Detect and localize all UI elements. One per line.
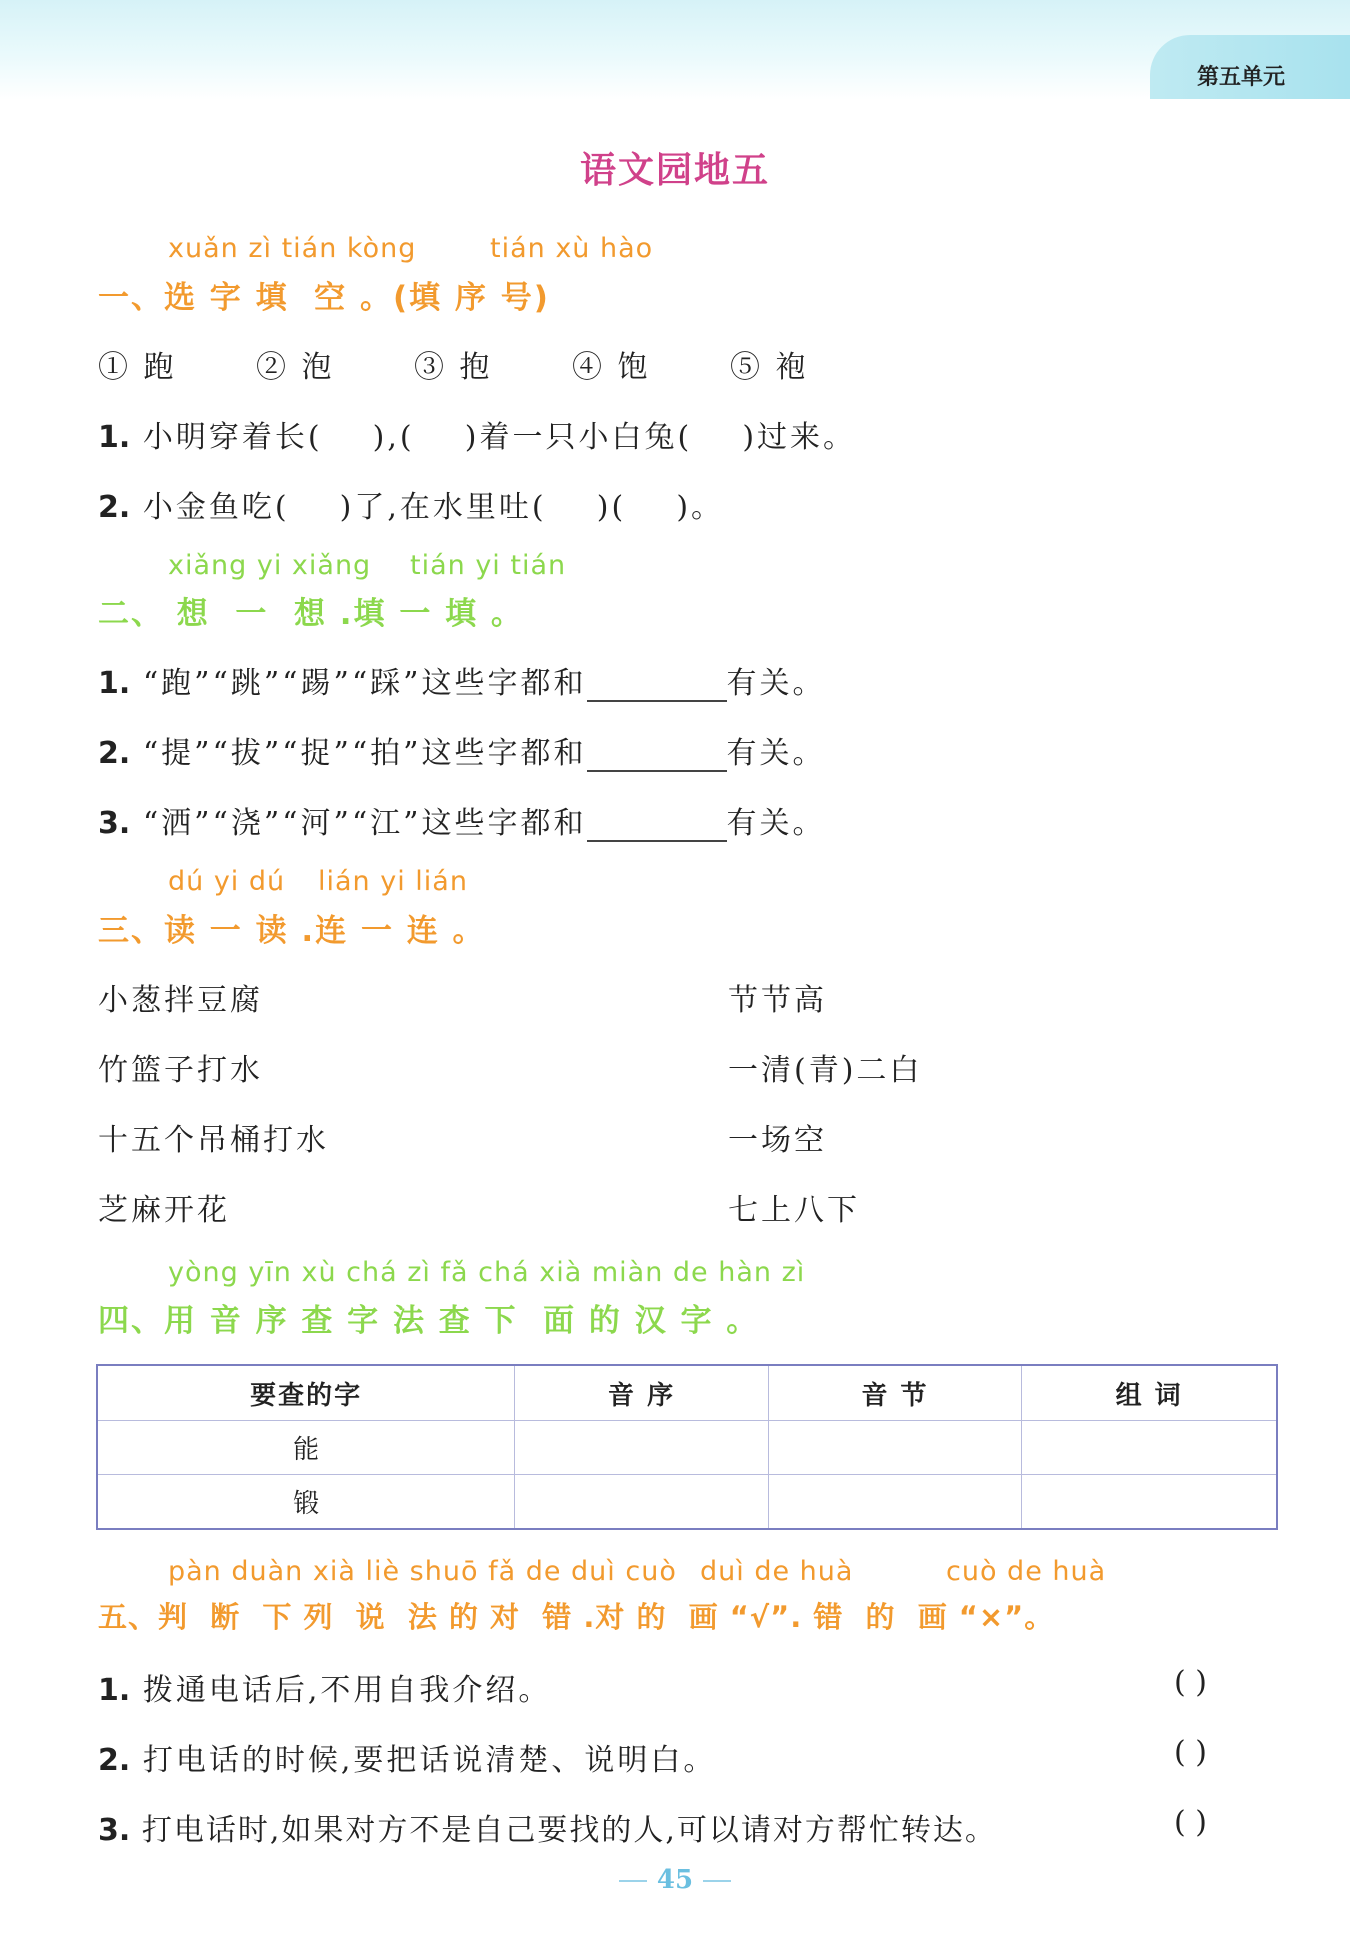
table-header-row <box>97 1365 1277 1421</box>
answer-paren[interactable]: ( ) <box>1174 1805 1207 1840</box>
section1-heading: 一、选 字 填 空 。(填 序 号) <box>98 280 550 316</box>
section5-pinyin-b: duì de huà <box>700 1556 854 1587</box>
option-4: ④ 饱 <box>572 350 651 385</box>
table-cell-answer[interactable] <box>515 1421 768 1475</box>
table-cell-answer[interactable] <box>1022 1421 1277 1475</box>
page-number: 45 <box>656 1865 694 1895</box>
option-1: ① 跑 <box>98 350 177 385</box>
top-banner <box>0 0 1350 100</box>
s5-item-3: 3. 打电话时,如果对方不是自己要找的人,可以请对方帮忙转达。 <box>98 1813 997 1848</box>
section3-pinyin-a: dú yi dú <box>168 866 286 897</box>
section4-heading: 四、用 音 序 查 字 法 查 下 面 的 汉 字 。 <box>98 1303 760 1339</box>
match-right-2[interactable]: 一清(青)二白 <box>728 1053 923 1088</box>
page-title: 语文园地五 <box>579 150 770 191</box>
table-cell-answer[interactable] <box>515 1475 768 1530</box>
section5-heading: 五、判 断 下 列 说 法 的 对 错 .对 的 画 “√”. 错 的 画 “×”。 <box>98 1600 1055 1634</box>
table-cell-answer[interactable] <box>1022 1475 1277 1530</box>
section2-pinyin-b: tián yi tián <box>410 550 567 581</box>
col-header: 音 节 <box>768 1365 1021 1421</box>
s5-item-1: 1. 拨通电话后,不用自我介绍。 <box>98 1673 552 1708</box>
lookup-table <box>96 1364 1278 1530</box>
section2-heading: 二、 想 一 想 .填 一 填 。 <box>98 596 524 632</box>
s2-item-1: 1. “跑”“跳”“踢”“踩”这些字都和 有关。 <box>98 666 826 701</box>
answer-paren[interactable]: ( ) <box>1174 1735 1207 1770</box>
answer-blank[interactable] <box>587 670 727 702</box>
s1-item-2: 2. 小金鱼吃( )了,在水里吐( )( )。 <box>98 490 725 525</box>
match-right-4[interactable]: 七上八下 <box>728 1193 860 1228</box>
option-2: ② 泡 <box>256 350 335 385</box>
col-header: 组 词 <box>1022 1365 1277 1421</box>
option-3: ③ 抱 <box>414 350 493 385</box>
s5-item-2: 2. 打电话的时候,要把话说清楚、说明白。 <box>98 1743 717 1778</box>
table-cell-char: 能 <box>97 1421 515 1475</box>
answer-blank[interactable] <box>587 740 727 772</box>
match-left-2[interactable]: 竹篮子打水 <box>98 1053 263 1088</box>
unit-label: 第五单元 <box>1196 65 1285 90</box>
section1-pinyin-b: tián xù hào <box>490 233 654 264</box>
section3-pinyin-b: lián yi lián <box>318 866 468 897</box>
answer-paren[interactable]: ( ) <box>1174 1665 1207 1700</box>
table-cell-answer[interactable] <box>768 1421 1021 1475</box>
table-cell-answer[interactable] <box>768 1475 1021 1530</box>
match-right-1[interactable]: 节节高 <box>728 983 827 1018</box>
match-left-1[interactable]: 小葱拌豆腐 <box>98 983 263 1018</box>
s2-item-2: 2. “提”“拔”“捉”“拍”这些字都和 有关。 <box>98 736 826 771</box>
section4-pinyin: yòng yīn xù chá zì fǎ chá xià miàn de hàn zì <box>168 1257 806 1288</box>
section5-pinyin-c: cuò de huà <box>946 1556 1107 1587</box>
answer-blank[interactable] <box>587 810 727 842</box>
s2-item-3: 3. “洒”“浇”“河”“江”这些字都和 有关。 <box>98 806 826 841</box>
section2-pinyin-a: xiǎng yi xiǎng <box>168 550 372 581</box>
table-row <box>97 1475 1277 1530</box>
page-footer <box>0 1865 1350 1895</box>
match-left-4[interactable]: 芝麻开花 <box>98 1193 230 1228</box>
table-row <box>97 1421 1277 1475</box>
s1-item-1: 1. 小明穿着长( ),( )着一只小白兔( )过来。 <box>98 420 857 455</box>
section5-pinyin-a: pàn duàn xià liè shuō fǎ de duì cuò <box>168 1556 677 1587</box>
section3-heading: 三、读 一 读 .连 一 连 。 <box>98 913 486 949</box>
match-right-3[interactable]: 一场空 <box>728 1123 827 1158</box>
match-left-3[interactable]: 十五个吊桶打水 <box>98 1123 329 1158</box>
col-header: 要查的字 <box>97 1365 515 1421</box>
table-cell-char: 锻 <box>97 1475 515 1530</box>
col-header: 音 序 <box>515 1365 768 1421</box>
section1-pinyin-a: xuǎn zì tián kòng <box>168 233 417 264</box>
option-5: ⑤ 袍 <box>730 350 809 385</box>
